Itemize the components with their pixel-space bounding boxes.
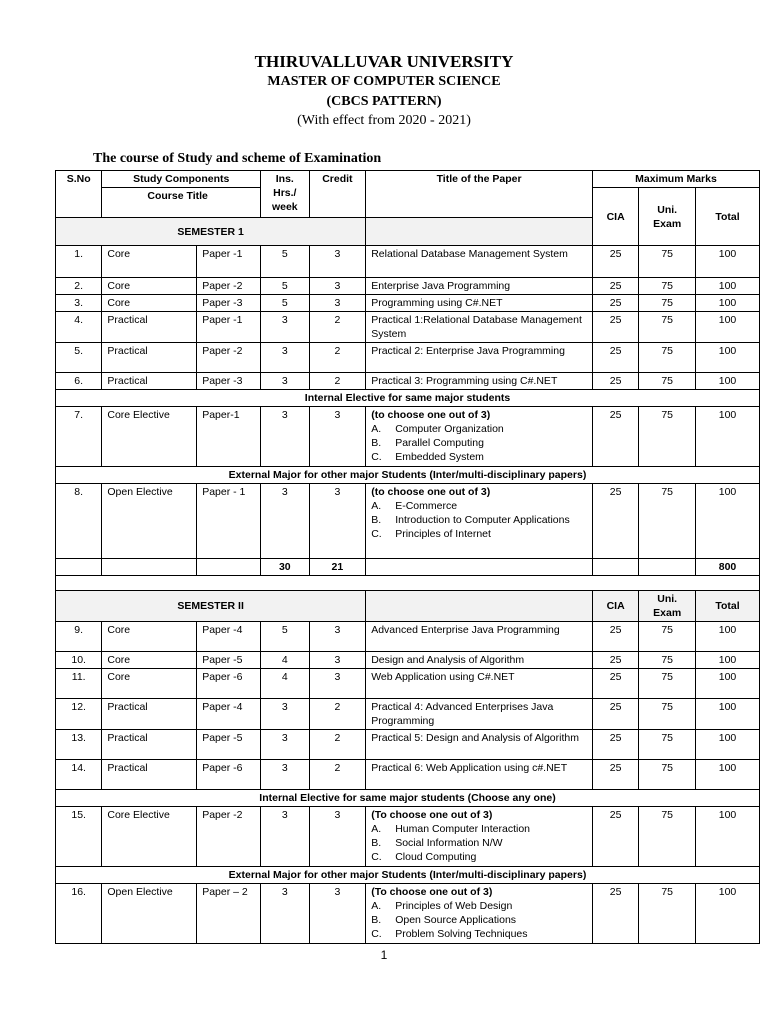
cell-sno: 12.: [56, 699, 102, 730]
elective-options: [371, 899, 587, 941]
cell-sno: 6.: [56, 373, 102, 390]
course-row: [56, 246, 760, 278]
cell-paper: Paper -2: [197, 807, 261, 867]
course-row: [56, 760, 760, 790]
cell-sno: 8.: [56, 484, 102, 559]
cell-paper: Paper -1: [197, 312, 261, 343]
option-letter: B.: [371, 514, 382, 526]
semester2-total: Total: [696, 591, 760, 622]
cell-credit: 3: [309, 884, 366, 944]
cell-total: 100: [696, 278, 760, 295]
cell-paper: Paper -5: [197, 730, 261, 760]
cell-component: Core: [102, 278, 197, 295]
scheme-table-body: [56, 171, 760, 944]
cell-sno: 7.: [56, 407, 102, 467]
cell-cia: 25: [592, 312, 638, 343]
elective-option: [371, 499, 587, 513]
col-uni-exam: Uni. Exam: [639, 188, 696, 246]
total-blank: [592, 559, 638, 576]
cell-total: 100: [696, 295, 760, 312]
cell-hrs: 5: [261, 622, 309, 652]
option-text: Computer Organization: [395, 423, 504, 435]
external-elective-heading-2: [56, 867, 760, 884]
course-row: [56, 484, 760, 559]
cell-component: Core: [102, 295, 197, 312]
option-text: Problem Solving Techniques: [395, 928, 528, 940]
option-letter: B.: [371, 914, 382, 926]
cell-total: 100: [696, 343, 760, 373]
cell-cia: 25: [592, 807, 638, 867]
cell-paper: Paper - 1: [197, 484, 261, 559]
cell-title: [366, 407, 593, 467]
option-text: Cloud Computing: [395, 851, 477, 863]
cell-hrs: 3: [261, 699, 309, 730]
total-blank: [56, 559, 102, 576]
option-text: Principles of Internet: [395, 528, 491, 540]
course-row: [56, 407, 760, 467]
total-blank: [102, 559, 197, 576]
elective-option: [371, 450, 587, 464]
internal-elective-heading-2-label: Internal Elective for same major students (Choose any one): [56, 790, 760, 807]
scheme-subtitle: The course of Study and scheme of Examination: [93, 151, 382, 166]
option-text: Human Computer Interaction: [395, 823, 531, 835]
col-cia: CIA: [592, 188, 638, 246]
col-credit: Credit: [309, 171, 366, 218]
cell-component: Core: [102, 652, 197, 669]
cell-total: 100: [696, 884, 760, 944]
option-letter: A.: [371, 900, 382, 912]
option-letter: A.: [371, 823, 382, 835]
cell-total: 100: [696, 669, 760, 699]
option-text: Introduction to Computer Applications: [395, 514, 570, 526]
cell-title: Practical 2: Enterprise Java Programming: [366, 343, 593, 373]
cell-total: 100: [696, 312, 760, 343]
cell-sno: 4.: [56, 312, 102, 343]
cell-hrs: 3: [261, 730, 309, 760]
cell-credit: 3: [309, 484, 366, 559]
semester1-blank: [366, 218, 593, 246]
university-title: THIRUVALLUVAR UNIVERSITY: [254, 52, 514, 71]
cell-component: Practical: [102, 312, 197, 343]
option-letter: C.: [371, 928, 382, 940]
course-row: [56, 669, 760, 699]
elective-option: [371, 513, 587, 527]
cell-sno: 9.: [56, 622, 102, 652]
cell-title: Relational Database Management System: [366, 246, 593, 278]
cell-title: [366, 484, 593, 559]
cell-paper: Paper -1: [197, 246, 261, 278]
cell-component: Practical: [102, 373, 197, 390]
effect-line: (With effect from 2020 - 2021): [297, 113, 471, 128]
cell-paper: Paper -2: [197, 343, 261, 373]
cell-credit: 2: [309, 760, 366, 790]
cell-paper: Paper -6: [197, 760, 261, 790]
course-row: [56, 343, 760, 373]
elective-option: [371, 436, 587, 450]
cell-uni: 75: [639, 652, 696, 669]
cell-component: Practical: [102, 699, 197, 730]
cell-title: Practical 3: Programming using C#.NET: [366, 373, 593, 390]
cell-title: Practical 1:Relational Database Management System: [366, 312, 593, 343]
cell-hrs: 5: [261, 295, 309, 312]
col-max-marks: Maximum Marks: [592, 171, 759, 188]
course-row: [56, 699, 760, 730]
total-marks: 800: [696, 559, 760, 576]
cell-cia: 25: [592, 278, 638, 295]
semester2-uni-exam: Uni. Exam: [639, 591, 696, 622]
cell-cia: 25: [592, 246, 638, 278]
cell-paper: Paper -4: [197, 699, 261, 730]
elective-option: [371, 899, 587, 913]
cell-uni: 75: [639, 295, 696, 312]
course-row: [56, 295, 760, 312]
cell-cia: 25: [592, 343, 638, 373]
option-letter: B.: [371, 837, 382, 849]
cell-hrs: 5: [261, 246, 309, 278]
cell-uni: 75: [639, 407, 696, 467]
cell-sno: 1.: [56, 246, 102, 278]
cell-component: Practical: [102, 343, 197, 373]
cell-credit: 3: [309, 669, 366, 699]
cell-title: Practical 5: Design and Analysis of Algorithm: [366, 730, 593, 760]
cell-title: [366, 884, 593, 944]
total-blank: [197, 559, 261, 576]
col-course-title: Course Title: [102, 188, 261, 218]
cell-cia: 25: [592, 652, 638, 669]
total-hrs: 30: [261, 559, 309, 576]
course-row: [56, 807, 760, 867]
cell-sno: 2.: [56, 278, 102, 295]
option-letter: B.: [371, 437, 382, 449]
option-text: Embedded System: [395, 451, 484, 463]
cell-hrs: 3: [261, 373, 309, 390]
option-text: Parallel Computing: [395, 437, 484, 449]
cell-sno: 5.: [56, 343, 102, 373]
cell-title: Design and Analysis of Algorithm: [366, 652, 593, 669]
elective-options: [371, 822, 587, 864]
cell-uni: 75: [639, 622, 696, 652]
cell-sno: 3.: [56, 295, 102, 312]
cell-total: 100: [696, 373, 760, 390]
semester1-label: SEMESTER 1: [56, 218, 366, 246]
cell-credit: 2: [309, 373, 366, 390]
cell-title: Enterprise Java Programming: [366, 278, 593, 295]
elective-options: [371, 422, 587, 464]
elective-instruction: (to choose one out of 3): [371, 486, 491, 498]
elective-option: [371, 850, 587, 864]
cell-hrs: 3: [261, 312, 309, 343]
elective-instruction: (to choose one out of 3): [371, 409, 491, 421]
cell-paper: Paper-1: [197, 407, 261, 467]
cell-paper: Paper -2: [197, 278, 261, 295]
cell-sno: 10.: [56, 652, 102, 669]
col-title: Title of the Paper: [366, 171, 593, 218]
cell-total: 100: [696, 730, 760, 760]
cell-hrs: 4: [261, 652, 309, 669]
external-elective-heading-label: External Major for other major Students (Inter/multi-disciplinary papers): [56, 467, 760, 484]
option-text: E-Commerce: [395, 500, 458, 512]
cell-title: Practical 4: Advanced Enterprises Java Programming: [366, 699, 593, 730]
cell-hrs: 3: [261, 484, 309, 559]
cell-paper: Paper – 2: [197, 884, 261, 944]
option-text: Social Information N/W: [395, 837, 503, 849]
cell-credit: 2: [309, 730, 366, 760]
cell-credit: 3: [309, 246, 366, 278]
elective-option: [371, 527, 587, 541]
cell-total: 100: [696, 760, 760, 790]
cell-cia: 25: [592, 730, 638, 760]
course-row: [56, 373, 760, 390]
cell-uni: 75: [639, 884, 696, 944]
cell-paper: Paper -5: [197, 652, 261, 669]
cell-uni: 75: [639, 343, 696, 373]
course-row: [56, 652, 760, 669]
elective-options: [371, 499, 587, 541]
cell-uni: 75: [639, 312, 696, 343]
cell-component: Core: [102, 622, 197, 652]
cell-sno: 16.: [56, 884, 102, 944]
cell-total: 100: [696, 699, 760, 730]
cell-component: Practical: [102, 760, 197, 790]
option-text: Open Source Applications: [395, 914, 517, 926]
cell-sno: 11.: [56, 669, 102, 699]
col-sno: S.No: [56, 171, 102, 218]
course-row: [56, 884, 760, 944]
elective-option: [371, 913, 587, 927]
cell-uni: 75: [639, 807, 696, 867]
cell-hrs: 3: [261, 884, 309, 944]
cell-cia: 25: [592, 295, 638, 312]
cell-title: Programming using C#.NET: [366, 295, 593, 312]
cell-uni: 75: [639, 278, 696, 295]
cell-hrs: 3: [261, 807, 309, 867]
spacer-row: [56, 576, 760, 591]
page-number: 1: [380, 948, 388, 962]
semester2-cia: CIA: [592, 591, 638, 622]
option-letter: A.: [371, 500, 382, 512]
cell-credit: 2: [309, 699, 366, 730]
option-letter: C.: [371, 451, 382, 463]
cell-uni: 75: [639, 669, 696, 699]
option-letter: A.: [371, 423, 382, 435]
internal-elective-heading-2: [56, 790, 760, 807]
cell-total: 100: [696, 246, 760, 278]
col-study-components: Study Components: [102, 171, 261, 188]
cell-component: Practical: [102, 730, 197, 760]
cell-uni: 75: [639, 484, 696, 559]
cell-hrs: 3: [261, 343, 309, 373]
cell-credit: 3: [309, 278, 366, 295]
cell-sno: 14.: [56, 760, 102, 790]
cell-uni: 75: [639, 760, 696, 790]
scheme-table: [55, 170, 760, 944]
course-row: [56, 278, 760, 295]
cell-component: Core Elective: [102, 807, 197, 867]
semester2-blank: [366, 591, 593, 622]
cell-title: [366, 807, 593, 867]
cell-title: Practical 6: Web Application using c#.NET: [366, 760, 593, 790]
total-blank: [366, 559, 593, 576]
elective-instruction: (To choose one out of 3): [371, 809, 493, 821]
cell-total: 100: [696, 807, 760, 867]
cell-credit: 3: [309, 622, 366, 652]
cell-hrs: 3: [261, 760, 309, 790]
cell-credit: 3: [309, 407, 366, 467]
semester2-label: SEMESTER II: [56, 591, 366, 622]
cell-total: 100: [696, 622, 760, 652]
cell-component: Open Elective: [102, 884, 197, 944]
program-title: MASTER OF COMPUTER SCIENCE: [267, 74, 501, 89]
cell-paper: Paper -3: [197, 373, 261, 390]
internal-elective-heading-label: Internal Elective for same major students: [56, 390, 760, 407]
elective-option: [371, 422, 587, 436]
cell-credit: 3: [309, 807, 366, 867]
external-elective-heading: [56, 467, 760, 484]
cell-sno: 15.: [56, 807, 102, 867]
cell-component: Core: [102, 246, 197, 278]
cell-credit: 2: [309, 312, 366, 343]
cell-paper: Paper -4: [197, 622, 261, 652]
cell-cia: 25: [592, 407, 638, 467]
spacer-cell: [56, 576, 760, 591]
cell-component: Open Elective: [102, 484, 197, 559]
cell-hrs: 3: [261, 407, 309, 467]
elective-option: [371, 822, 587, 836]
cell-cia: 25: [592, 622, 638, 652]
total-credit: 21: [309, 559, 366, 576]
course-row: [56, 312, 760, 343]
course-row: [56, 730, 760, 760]
cell-title: Advanced Enterprise Java Programming: [366, 622, 593, 652]
cell-total: 100: [696, 652, 760, 669]
col-ins-hrs: Ins. Hrs./ week: [261, 171, 309, 218]
cell-credit: 3: [309, 652, 366, 669]
internal-elective-heading: [56, 390, 760, 407]
semester2-row: [56, 591, 760, 622]
cell-uni: 75: [639, 699, 696, 730]
cell-sno: 13.: [56, 730, 102, 760]
header-row: [56, 171, 760, 188]
option-text: Principles of Web Design: [395, 900, 513, 912]
cell-paper: Paper -6: [197, 669, 261, 699]
cell-uni: 75: [639, 730, 696, 760]
cell-hrs: 4: [261, 669, 309, 699]
cell-title: Web Application using C#.NET: [366, 669, 593, 699]
cell-cia: 25: [592, 669, 638, 699]
col-total: Total: [696, 188, 760, 246]
elective-instruction: (To choose one out of 3): [371, 886, 493, 898]
external-elective-heading-2-label: External Major for other major Students (Inter/multi-disciplinary papers): [56, 867, 760, 884]
total-blank: [639, 559, 696, 576]
option-letter: C.: [371, 851, 382, 863]
cell-cia: 25: [592, 373, 638, 390]
cell-total: 100: [696, 407, 760, 467]
cell-cia: 25: [592, 884, 638, 944]
cell-cia: 25: [592, 699, 638, 730]
cell-total: 100: [696, 484, 760, 559]
cell-uni: 75: [639, 373, 696, 390]
cell-component: Core Elective: [102, 407, 197, 467]
elective-option: [371, 927, 587, 941]
cell-paper: Paper -3: [197, 295, 261, 312]
cell-credit: 2: [309, 343, 366, 373]
semester1-total-row: [56, 559, 760, 576]
cell-component: Core: [102, 669, 197, 699]
cell-credit: 3: [309, 295, 366, 312]
pattern-title: (CBCS PATTERN): [326, 94, 442, 109]
cell-cia: 25: [592, 484, 638, 559]
cell-uni: 75: [639, 246, 696, 278]
elective-option: [371, 836, 587, 850]
course-row: [56, 622, 760, 652]
cell-hrs: 5: [261, 278, 309, 295]
cell-cia: 25: [592, 760, 638, 790]
option-letter: C.: [371, 528, 382, 540]
